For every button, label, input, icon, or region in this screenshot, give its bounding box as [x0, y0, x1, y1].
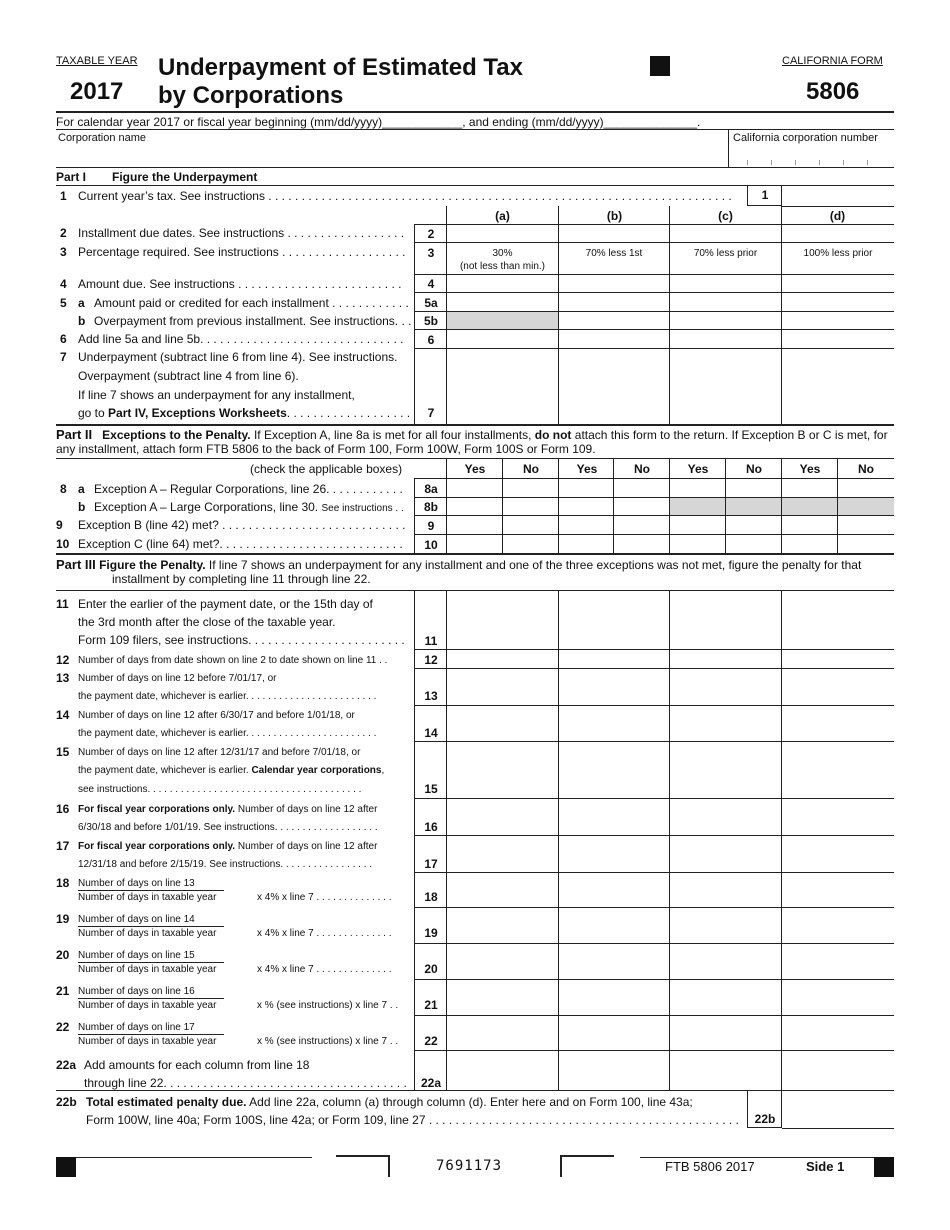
- form-number: 5806: [806, 78, 860, 105]
- line11-label-b: the 3rd month after the close of the taxable year.: [78, 615, 336, 629]
- line22b-amount-field[interactable]: [782, 1090, 894, 1129]
- line21-numerator: Number of days on line 16: [78, 986, 195, 997]
- part3-intro: Part III Figure the Penalty. If line 7 shows an underpayment for any installment and one of the three exceptions was not met, figure the penalty for that: [56, 557, 862, 572]
- line14-label-a: Number of days on line 12 after 6/30/17 and before 1/01/18, or: [78, 710, 355, 721]
- line18-box: 18: [424, 890, 438, 904]
- line22b-label-b: Form 100W, line 40a; Form 100S, line 42a; or Form 109, line 27 . . . . . . . . . . . . . . . . . . . . . . . . . . . . . . . . . . . . . . . . . . . . . . .: [86, 1113, 739, 1127]
- line19-box: 19: [424, 926, 438, 940]
- pct-a-note: (not less than min.): [459, 261, 546, 272]
- line8b-shaded-cols: [670, 498, 894, 515]
- line14-label-b: the payment date, whichever is earlier. . . . . . . . . . . . . . . . . . . . . . . .: [78, 728, 377, 739]
- line19-denominator: Number of days in taxable year: [78, 928, 217, 939]
- line6-label: Add line 5a and line 5b. . . . . . . . . . . . . . . . . . . . . . . . . . . . . . .: [78, 332, 404, 346]
- corporation-number-label: California corporation number: [733, 132, 878, 144]
- pct-b: 70% less 1st: [585, 248, 643, 259]
- corporation-name-field[interactable]: [56, 144, 728, 166]
- line22a-label-b: through line 22. . . . . . . . . . . . . . . . . . . . . . . . . . . . . . . . . . . . .: [84, 1076, 407, 1090]
- line10-box: 10: [424, 538, 438, 552]
- line16-label-a: For fiscal year corporations only. Number of days on line 12 after: [78, 804, 378, 815]
- line21-multiplier: x % (see instructions) x line 7 . .: [257, 1000, 399, 1011]
- registration-mark-bottom-right: [874, 1157, 894, 1177]
- line11-label-c: Form 109 filers, see instructions. . . . . . . . . . . . . . . . . . . . . . . .: [78, 633, 405, 647]
- line17-label-b: 12/31/18 and before 2/15/19. See instructions. . . . . . . . . . . . . . . . .: [78, 859, 373, 870]
- line7-box: 7: [427, 406, 435, 420]
- corp-number-divider: [728, 129, 729, 167]
- line13-label-b: the payment date, whichever is earlier. . . . . . . . . . . . . . . . . . . . . . . .: [78, 691, 377, 702]
- line5b-label: Overpayment from previous installment. See instructions. . .: [94, 314, 412, 328]
- line15-box: 15: [424, 782, 438, 796]
- line13-box: 13: [424, 689, 438, 703]
- line17-label-a: For fiscal year corporations only. Number of days on line 12 after: [78, 841, 378, 852]
- corporation-number-field[interactable]: [733, 150, 891, 166]
- line3-label: Percentage required. See instructions . . . . . . . . . . . . . . . . . . .: [78, 245, 406, 259]
- corporation-name-label: Corporation name: [58, 132, 147, 144]
- col-d-yes-header: Yes: [799, 462, 821, 476]
- line5b-col-a-shaded: [447, 312, 558, 329]
- pct-c: 70% less prior: [693, 248, 758, 259]
- line5a-label: Amount paid or credited for each installment . . . . . . . . . . . .: [94, 296, 409, 310]
- line6-box: 6: [427, 333, 435, 347]
- california-form-label: CALIFORNIA FORM: [782, 55, 883, 67]
- line4-box: 4: [427, 277, 435, 291]
- line18-denominator: Number of days in taxable year: [78, 892, 217, 903]
- line20-numerator: Number of days on line 15: [78, 950, 195, 961]
- line22a-box: 22a: [420, 1076, 442, 1090]
- header-rule: [56, 111, 894, 113]
- line5a-box: 5a: [424, 296, 438, 310]
- form-title-line1: Underpayment of Estimated Tax: [158, 54, 523, 81]
- line2-box: 2: [427, 227, 435, 241]
- col-d-no-header: No: [858, 462, 874, 476]
- line8b-box: 8b: [423, 500, 438, 514]
- line22-denominator: Number of days in taxable year: [78, 1036, 217, 1047]
- line1-label: Current year’s tax. See instructions . . . . . . . . . . . . . . . . . . . . . . . . . . . . . . . . . . . . . . . . . . . . . . . . . . . . . . . . . . . . . . . . . . . . . .: [78, 189, 732, 203]
- line22a-label-a: Add amounts for each column from line 18: [84, 1058, 310, 1072]
- line8a-label: Exception A – Regular Corporations, line 26. . . . . . . . . . . .: [94, 482, 403, 496]
- col-b-yes-header: Yes: [576, 462, 598, 476]
- line4-label: Amount due. See instructions . . . . . . . . . . . . . . . . . . . . . . . . .: [78, 277, 402, 291]
- pct-a: 30%: [492, 248, 513, 259]
- line1-number: 1: [60, 189, 67, 203]
- line1-amount-field[interactable]: [782, 185, 894, 207]
- column-c-header: (c): [718, 209, 733, 223]
- line12-box: 12: [424, 653, 438, 667]
- line20-denominator: Number of days in taxable year: [78, 964, 217, 975]
- line21-denominator: Number of days in taxable year: [78, 1000, 217, 1011]
- line15-label-c: see instructions. . . . . . . . . . . . . . . . . . . . . . . . . . . . . . . . . . . . . . .: [78, 784, 362, 795]
- side-label: Side 1: [806, 1159, 845, 1174]
- line2-label: Installment due dates. See instructions . . . . . . . . . . . . . . . . . .: [78, 226, 405, 240]
- line16-label-b: 6/30/18 and before 1/01/19. See instructions. . . . . . . . . . . . . . . . . . .: [78, 822, 378, 833]
- col-b-no-header: No: [634, 462, 650, 476]
- line22-multiplier: x % (see instructions) x line 7 . .: [257, 1036, 399, 1047]
- check-applicable-label: (check the applicable boxes): [250, 462, 403, 476]
- line7-label-b: Overpayment (subtract line 4 from line 6).: [78, 369, 299, 383]
- part1-label: Part I: [56, 170, 87, 184]
- line1-box: 1: [747, 185, 782, 206]
- line15-label-b: the payment date, whichever is earlier. Calendar year corporations,: [78, 765, 385, 776]
- line5b-box: 5b: [423, 314, 438, 328]
- line3-box: 3: [427, 246, 435, 260]
- line11-label-a: Enter the earlier of the payment date, or the 15th day of: [78, 597, 373, 611]
- line15-label-a: Number of days on line 12 after 12/31/17 and before 7/01/18, or: [78, 747, 361, 758]
- col-c-no-header: No: [746, 462, 762, 476]
- registration-mark-bottom-left: [56, 1157, 76, 1177]
- line18-numerator: Number of days on line 13: [78, 878, 195, 889]
- line19-multiplier: x 4% x line 7 . . . . . . . . . . . . . .: [257, 928, 392, 939]
- column-d-header: (d): [829, 209, 846, 223]
- line7-label-a: Underpayment (subtract line 6 from line 4). See instructions.: [78, 350, 398, 364]
- line20-multiplier: x 4% x line 7 . . . . . . . . . . . . . .: [257, 964, 392, 975]
- line14-box: 14: [424, 726, 438, 740]
- line22-numerator: Number of days on line 17: [78, 1022, 195, 1033]
- taxable-year-label: TAXABLE YEAR: [56, 55, 138, 67]
- pct-d: 100% less prior: [803, 248, 873, 259]
- col-a-no-header: No: [523, 462, 539, 476]
- part2-intro-line2: any installment, attach form FTB 5806 to the back of Form 100, Form 100W, Form 100S or Form 109.: [56, 442, 596, 456]
- line12-label: Number of days from date shown on line 2 to date shown on line 11 . .: [78, 655, 388, 666]
- registration-mark: [650, 56, 670, 76]
- corp-rule: [56, 167, 894, 168]
- col-c-yes-header: Yes: [687, 462, 709, 476]
- line16-box: 16: [424, 820, 438, 834]
- line7-label-d: go to Part IV, Exceptions Worksheets. . . . . . . . . . . . . . . . . . .: [78, 406, 411, 420]
- column-a-header: (a): [495, 209, 510, 223]
- line20-box: 20: [424, 962, 438, 976]
- calendar-year-line[interactable]: For calendar year 2017 or fiscal year beginning (mm/dd/yyyy)____________, and ending (mm/dd/yyyy)______________.: [56, 115, 701, 129]
- line22-box: 22: [424, 1034, 438, 1048]
- col-a-yes-header: Yes: [464, 462, 486, 476]
- form-reference: FTB 5806 2017: [665, 1159, 755, 1174]
- form-title-line2: by Corporations: [158, 82, 344, 109]
- line22b-box: 22b: [747, 1090, 782, 1128]
- barcode-number: 7691173: [436, 1158, 503, 1174]
- line22b-label-a: Total estimated penalty due. Add line 22a, column (a) through column (d). Enter here and on Form 100, line 43a;: [86, 1095, 693, 1109]
- line7-label-c: If line 7 shows an underpayment for any installment,: [78, 388, 355, 402]
- part3-intro-line2: installment by completing line 11 through line 22.: [112, 572, 371, 586]
- line8b-label: Exception A – Large Corporations, line 30. See instructions . .: [94, 500, 404, 514]
- line13-label-a: Number of days on line 12 before 7/01/17, or: [78, 673, 277, 684]
- line9-box: 9: [427, 519, 435, 533]
- line8a-box: 8a: [424, 482, 438, 496]
- part1-title: Figure the Underpayment: [112, 170, 258, 184]
- calendar-rule: [56, 129, 894, 130]
- part2-intro: Part II Exceptions to the Penalty. If Exception A, line 8a is met for all four installments, do not attach this form to the return. If Exception B or C is met, for: [56, 427, 888, 442]
- column-b-header: (b): [606, 209, 623, 223]
- line18-multiplier: x 4% x line 7 . . . . . . . . . . . . . .: [257, 892, 392, 903]
- line19-numerator: Number of days on line 14: [78, 914, 195, 925]
- tax-year: 2017: [70, 78, 124, 105]
- line17-box: 17: [424, 857, 438, 871]
- line10-label: Exception C (line 64) met?. . . . . . . . . . . . . . . . . . . . . . . . . . . .: [78, 537, 403, 551]
- line9-label: Exception B (line 42) met? . . . . . . . . . . . . . . . . . . . . . . . . . . . .: [78, 518, 406, 532]
- line21-box: 21: [424, 998, 438, 1012]
- line11-box: 11: [424, 634, 438, 648]
